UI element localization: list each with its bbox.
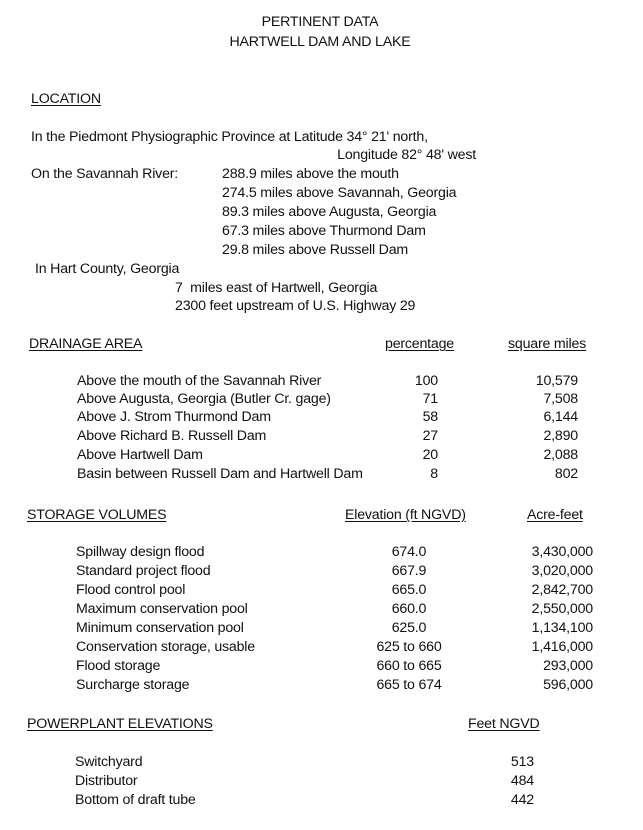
drainage-col-square-miles: square miles (508, 336, 587, 352)
drainage-row-percentage: 20 (422, 447, 438, 463)
longitude-line: Longitude 82° 48' west (337, 147, 476, 163)
drainage-row-label: Above Augusta, Georgia (Butler Cr. gage) (77, 391, 331, 407)
drainage-row-square-miles: 7,508 (543, 391, 578, 407)
river-item: 67.3 miles above Thurmond Dam (222, 223, 426, 239)
storage-row-elevation: 625.0 (391, 620, 427, 636)
storage-row-label: Minimum conservation pool (76, 620, 244, 636)
river-item: 89.3 miles above Augusta, Georgia (222, 204, 437, 220)
storage-heading: STORAGE VOLUMES (27, 507, 167, 523)
storage-col-elevation: Elevation (ft NGVD) (345, 507, 466, 523)
drainage-row-square-miles: 802 (554, 466, 578, 482)
title-line-2: HARTWELL DAM AND LAKE (229, 34, 411, 50)
latitude-line: In the Piedmont Physiographic Province at Latitude 34° 21' north, (31, 129, 428, 145)
drainage-row-label: Above Richard B. Russell Dam (77, 428, 267, 444)
powerplant-row-value: 484 (510, 773, 534, 789)
drainage-row-percentage: 8 (430, 466, 438, 482)
drainage-row-label: Above Hartwell Dam (77, 447, 203, 463)
storage-row-elevation: 660 to 665 (376, 658, 442, 674)
storage-row-acre-feet: 3,020,000 (531, 563, 593, 579)
river-item: 288.9 miles above the mouth (222, 166, 399, 182)
storage-row-label: Spillway design flood (76, 544, 205, 560)
storage-row-acre-feet: 1,416,000 (531, 639, 593, 655)
storage-row-label: Maximum conservation pool (76, 601, 248, 617)
storage-row-label: Flood control pool (76, 582, 186, 598)
drainage-row-label: Above the mouth of the Savannah River (77, 373, 322, 389)
storage-row-elevation: 665 to 674 (376, 677, 442, 693)
powerplant-row-label: Switchyard (75, 754, 143, 770)
drainage-col-percentage: percentage (385, 336, 454, 352)
title-line-1: PERTINENT DATA (261, 14, 379, 30)
location-heading: LOCATION (31, 91, 101, 107)
powerplant-row-value: 442 (510, 792, 534, 808)
storage-row-elevation: 660.0 (391, 601, 427, 617)
powerplant-row-value: 513 (510, 754, 534, 770)
drainage-row-square-miles: 2,088 (543, 447, 578, 463)
drainage-row-percentage: 27 (422, 428, 438, 444)
storage-row-label: Flood storage (76, 658, 161, 674)
storage-row-acre-feet: 2,550,000 (531, 601, 593, 617)
drainage-row-square-miles: 10,579 (535, 373, 578, 389)
powerplant-heading: POWERPLANT ELEVATIONS (27, 716, 213, 732)
drainage-row-percentage: 58 (422, 409, 438, 425)
drainage-row-percentage: 100 (414, 373, 438, 389)
storage-row-elevation: 667.9 (391, 563, 427, 579)
storage-row-label: Standard project flood (76, 563, 211, 579)
drainage-row-square-miles: 2,890 (543, 428, 578, 444)
storage-col-acre-feet: Acre-feet (527, 507, 583, 523)
storage-row-acre-feet: 293,000 (543, 658, 593, 674)
storage-row-elevation: 674.0 (391, 544, 427, 560)
county-item: 2300 feet upstream of U.S. Highway 29 (175, 298, 416, 314)
storage-row-label: Conservation storage, usable (76, 639, 255, 655)
storage-row-acre-feet: 596,000 (543, 677, 593, 693)
drainage-row-label: Above J. Strom Thurmond Dam (77, 409, 271, 425)
drainage-row-percentage: 71 (422, 391, 438, 407)
drainage-heading: DRAINAGE AREA (29, 336, 143, 352)
drainage-row-square-miles: 6,144 (543, 409, 578, 425)
storage-row-elevation: 625 to 660 (376, 639, 442, 655)
storage-row-elevation: 665.0 (391, 582, 427, 598)
storage-row-acre-feet: 2,842,700 (531, 582, 593, 598)
county-label: In Hart County, Georgia (35, 261, 180, 277)
drainage-row-label: Basin between Russell Dam and Hartwell Dam (77, 466, 363, 482)
powerplant-row-label: Bottom of draft tube (75, 792, 196, 808)
storage-row-acre-feet: 1,134,100 (531, 620, 593, 636)
river-item: 274.5 miles above Savannah, Georgia (222, 185, 457, 201)
county-item: 7 miles east of Hartwell, Georgia (175, 280, 378, 296)
storage-row-acre-feet: 3,430,000 (531, 544, 593, 560)
powerplant-row-label: Distributor (75, 773, 138, 789)
powerplant-col-feet: Feet NGVD (468, 716, 540, 732)
storage-row-label: Surcharge storage (76, 677, 190, 693)
river-label: On the Savannah River: (31, 166, 179, 182)
river-item: 29.8 miles above Russell Dam (222, 242, 409, 258)
